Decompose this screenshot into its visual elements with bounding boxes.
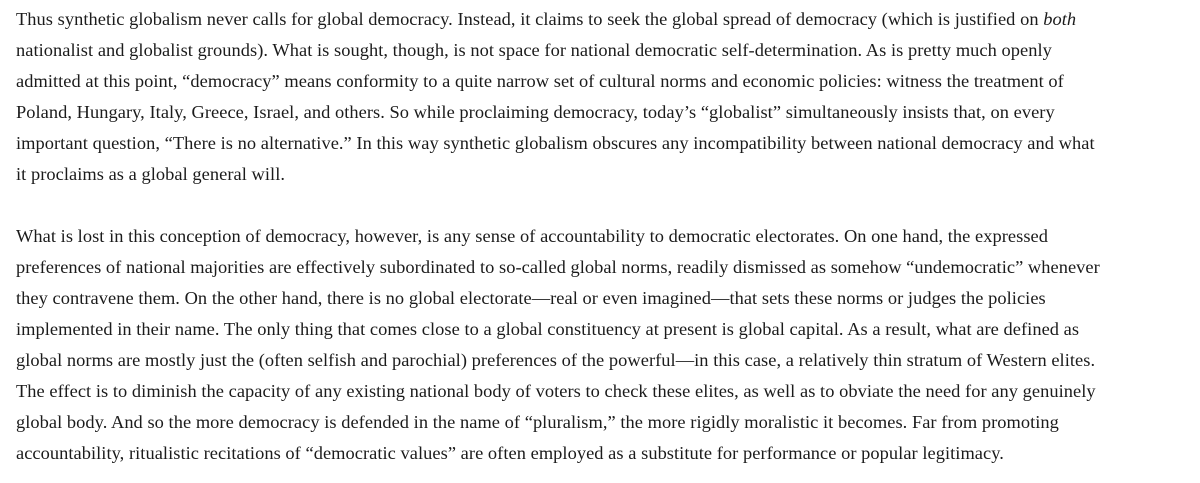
paragraph-accountability: What is lost in this conception of democracy, however, is any sense of accountability to democratic electorates. On one hand, the expressed preferences of national majorities are effectively subordinated to so-called global norms, readily dismissed as somehow “undemocratic” whenever they contravene them. On the other hand, there is no global electorate—real or even imagined—that sets these norms or judges the policies implemented in their name. The only thing that comes close to a global constituency at present is global capital. As a result, what are defined as global norms are mostly just the (often selfish and parochial) preferences of the powerful—in this case, a relatively thin stratum of Western elites. The effect is to diminish the capacity of any existing national body of voters to check these elites, as well as to obviate the need for any genuinely global body. And so the more democracy is defended in the name of “pluralism,” the more rigidly moralistic it becomes. Far from promoting accountability, ritualistic recitations of “democratic values” are often employed as a substitute for performance or popular legitimacy. [16,226,1100,463]
paragraph-synthetic-globalism [16,4,1190,190]
paragraph-1-text-end: nationalist and globalist grounds). What is sought, though, is not space for national democratic self-determination. As is pretty much openly admitted at this point, “democracy” means conformity to a quite narrow set of cultural norms and economic policies: witness the treatment of Poland, Hungary, Italy, Greece, Israel, and others. So while proclaiming democracy, today’s “globalist” simultaneously insists that, on every important question, “There is no alternative.” In this way synthetic globalism obscures any incompatibility between national democracy and what it proclaims as a global general will. [16,40,1095,184]
paragraph-1-text-start: Thus synthetic globalism never calls for global democracy. Instead, it claims to seek the global spread of democracy (which is justified on [16,9,1044,29]
italic-emphasis: both [1043,9,1077,29]
